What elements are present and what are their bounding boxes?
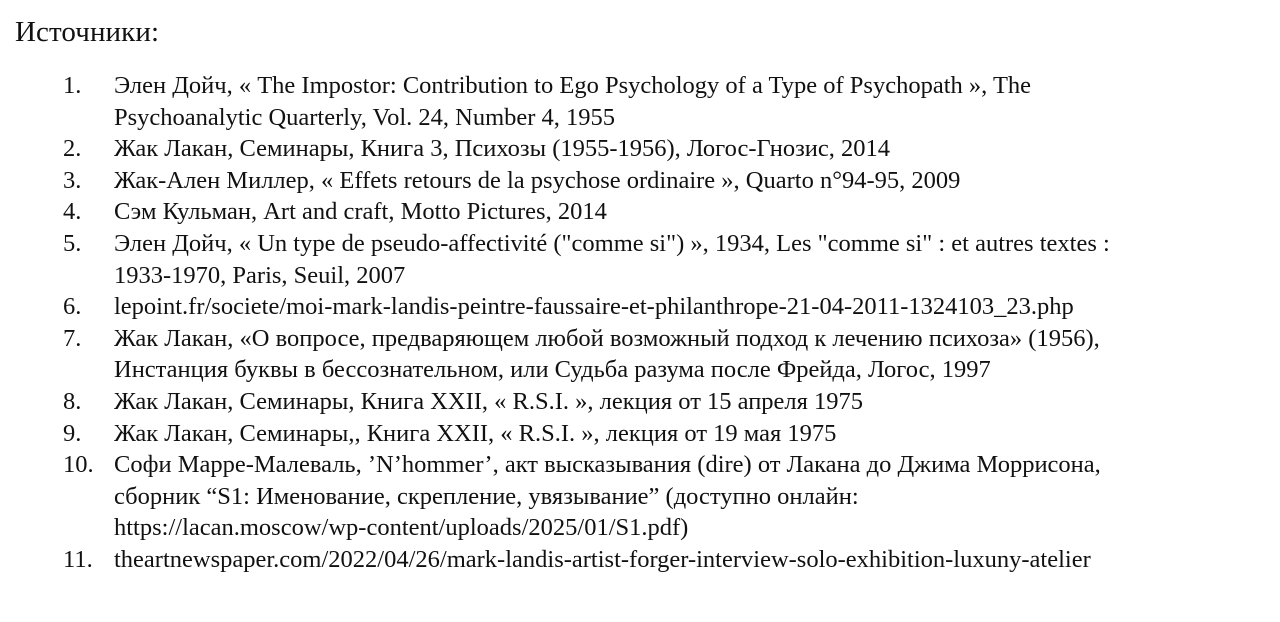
reference-number: 9. <box>63 419 82 447</box>
reference-item <box>0 418 1240 450</box>
reference-number: 11. <box>63 545 93 573</box>
reference-item <box>0 228 1240 291</box>
reference-number: 6. <box>63 293 82 321</box>
reference-line: Жак Лакан, «О вопросе, предваряющем любой возможный подход к лечению психоза» (1956), <box>114 324 1100 352</box>
reference-number: 4. <box>63 198 82 226</box>
reference-line: lepoint.fr/societe/moi-mark-landis-peintre-faussaire-et-philanthrope-21-04-2011-1324103_23.php <box>114 293 1074 321</box>
reference-item <box>0 544 1240 576</box>
reference-line: Жак Лакан, Семинары,, Книга XXII, « R.S.I. », лекция от 19 мая 1975 <box>114 419 837 447</box>
reference-number: 10. <box>63 451 94 479</box>
reference-line: Инстанция буквы в бессознательном, или Судьба разума после Фрейда, Логос, 1997 <box>114 356 991 384</box>
reference-item <box>0 386 1240 418</box>
reference-number: 2. <box>63 135 82 163</box>
reference-line: Жак Лакан, Семинары, Книга XXII, « R.S.I. », лекция от 15 апреля 1975 <box>114 387 864 415</box>
reference-line: 1933-1970, Paris, Seuil, 2007 <box>114 261 406 289</box>
reference-item <box>0 291 1240 323</box>
reference-number: 5. <box>63 229 82 257</box>
reference-item <box>0 449 1240 544</box>
reference-line: Элен Дойч, « The Impostor: Contribution to Ego Psychology of a Type of Psychopath », The <box>114 72 1032 99</box>
reference-line: Psychoanalytic Quarterly, Vol. 24, Number 4, 1955 <box>114 103 616 131</box>
reference-item <box>0 70 1240 133</box>
reference-line: Жак-Ален Миллер, « Effets retours de la psychose ordinaire », Quarto n°94-95, 2009 <box>114 166 961 194</box>
reference-item <box>0 165 1240 197</box>
reference-number: 1. <box>63 72 82 99</box>
reference-number: 3. <box>63 166 82 194</box>
sources-heading: Источники: <box>15 16 160 48</box>
reference-number: 7. <box>63 324 82 352</box>
reference-line: theartnewspaper.com/2022/04/26/mark-landis-artist-forger-interview-solo-exhibition-luxuny-atelier <box>114 545 1091 573</box>
reference-line: Софи Марре-Малеваль, ’N’hommer’, акт высказывания (dire) от Лакана до Джима Моррисона, <box>114 451 1101 479</box>
reference-line: сборник “S1: Именование, скрепление, увязывание” (доступно онлайн: <box>114 482 859 510</box>
reference-line: Жак Лакан, Семинары, Книга 3, Психозы (1955-1956), Логос-Гнозис, 2014 <box>114 135 891 163</box>
reference-list <box>0 70 1240 576</box>
reference-item <box>0 196 1240 228</box>
reference-line: Элен Дойч, « Un type de pseudo-affectivité ("comme si") », 1934, Les "comme si" : et autres textes : <box>114 229 1110 257</box>
reference-item <box>0 323 1240 386</box>
reference-line: https://lacan.moscow/wp-content/uploads/2025/01/S1.pdf) <box>114 514 689 542</box>
reference-line: Сэм Кульман, Art and craft, Motto Pictures, 2014 <box>114 198 607 226</box>
reference-item <box>0 133 1240 165</box>
reference-number: 8. <box>63 387 82 415</box>
